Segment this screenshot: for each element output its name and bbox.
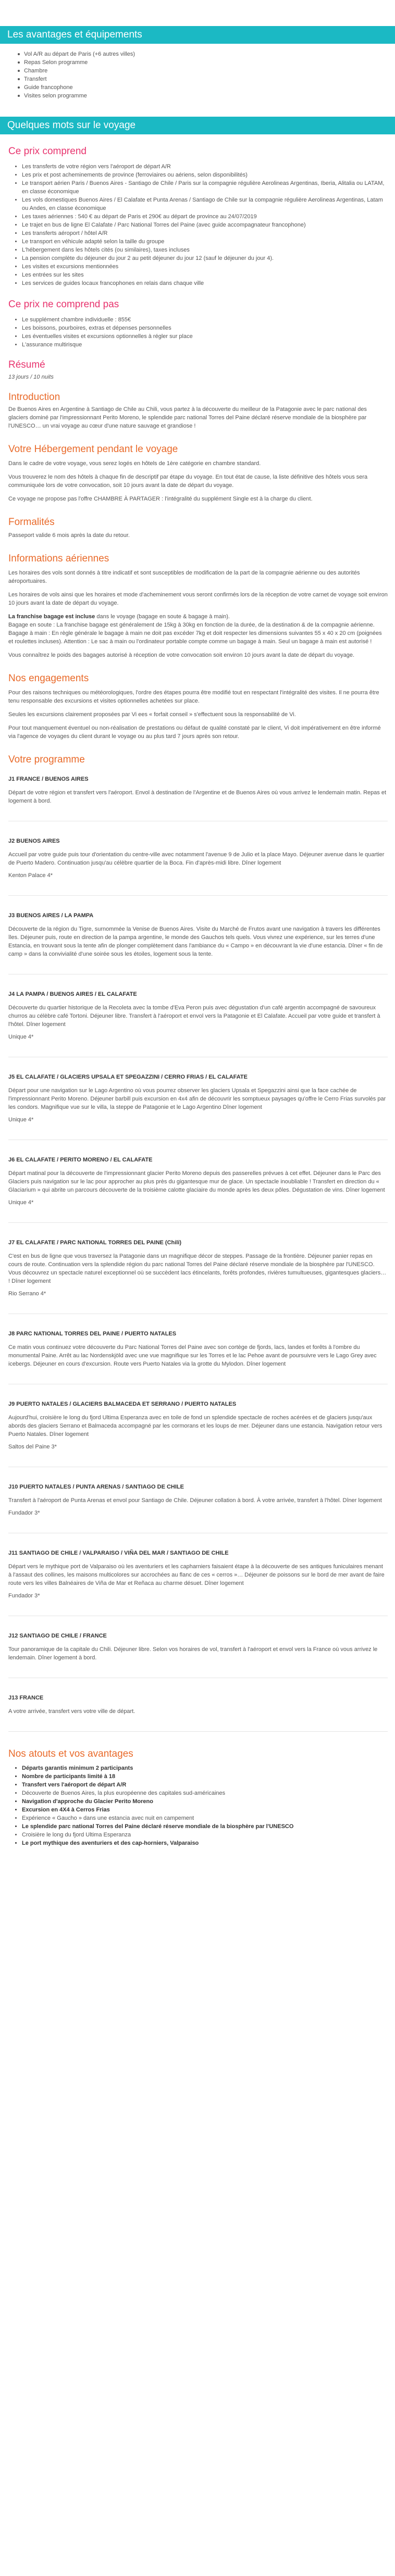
programme-days xyxy=(8,775,388,1732)
atout-item: • Le splendide parc national Torres del Paine déclaré réserve mondiale de la biosphère par l'UNESCO xyxy=(22,1822,388,1831)
prix-comprend-item: • Les entrées sur les sites xyxy=(22,271,388,279)
avantage-item: Guide francophone xyxy=(24,83,388,92)
day-title: J13 FRANCE xyxy=(8,1695,44,1701)
day-title: J2 BUENOS AIRES xyxy=(8,838,60,844)
formalites-title: Formalités xyxy=(8,517,55,528)
day-title: J12 SANTIAGO DE CHILE / FRANCE xyxy=(8,1633,107,1639)
day-description: A votre arrivée, transfert vers votre ville de départ. xyxy=(8,1708,135,1715)
day-title: J7 EL CALAFATE / PARC NATIONAL TORRES DEL PAINE (Chili) xyxy=(8,1240,182,1246)
introduction-title: Introduction xyxy=(8,392,60,403)
prix-comprend-item: • Les vols domestiques Buenos Aires / El Calafate et Punta Arenas / Santiago de Chile sur la compagnie régulière Aerolineas Argentinas, Latam ou Andes, en classe économique xyxy=(22,196,388,212)
programme-day xyxy=(8,1694,388,1732)
day-description: Accueil par votre guide puis tour d'orientation du centre-ville avec notamment l'avenue 9 de Julio et la place Mayo. Déjeuner avenue dans le quartier de Puerto Madero. Continuation jusqu'au célèbre quartier de la Boca. Fin d'après-midi libre. Dîner logement xyxy=(8,852,385,866)
day-description: Tour panoramique de la capitale du Chili. Déjeuner libre. Selon vos horaires de vol, transfert à l'aéroport et envol vers la France où vous arrivez le lendemain. Dîner logement à bord. xyxy=(8,1646,378,1661)
introduction-text: De Buenos Aires en Argentine à Santiago de Chile au Chili, vous partez à la découverte du meilleur de la Patagonie avec le parc national des glaciers dominé par l'impressionnant Perito Moreno, le splendide parc national Torres del Paine déclaré réserve mondiale de la biosphère par l'UNESCO… un vrai voyage au cœur d'une nature sauvage et grandiose ! xyxy=(8,406,367,429)
avantage-item: Visites selon programme xyxy=(24,92,388,100)
day-divider xyxy=(8,895,388,896)
day-divider xyxy=(8,1731,388,1732)
prix-comprend-item: • La pension complète du déjeuner du jour 2 au petit déjeuner du jour 12 (sauf le déjeuner du jour 4). xyxy=(22,254,388,262)
atout-item: • Croisière le long du fjord Ultima Esperanza xyxy=(22,1831,388,1839)
engagements-p1: Pour des raisons techniques ou météorologiques, l'ordre des étapes pourra être modifié tout en respectant l'intégralité des visites. Il ne pourra être tenu responsable des excursions et visites optionnelles achetées sur place. xyxy=(8,690,379,704)
avantage-item: Vol A/R au départ de Paris (+6 autres villes) xyxy=(24,50,388,58)
atout-item: • Navigation d'approche du Glacier Perito Moreno xyxy=(22,1797,388,1806)
programme-day xyxy=(8,1239,388,1314)
atout-item: • Excursion en 4X4 à Cerros Frias xyxy=(22,1806,388,1814)
info-aeriennes-p1: Les horaires des vols sont donnés à titre indicatif et sont susceptibles de modification de la part de la compagnie aérienne ou des autorités aéroportuaires. xyxy=(8,570,360,584)
atout-item: • Découverte de Buenos Aires, la plus européenne des capitales sud-américaines xyxy=(22,1789,388,1797)
info-aeriennes-p3 xyxy=(8,612,388,621)
prix-comprend-item: • Les taxes aériennes : 540 € au départ de Paris et 290€ au départ de province au 24/07/2019 xyxy=(22,212,388,221)
day-title: J4 LA PAMPA / BUENOS AIRES / EL CALAFATE xyxy=(8,991,137,997)
day-title: J1 FRANCE / BUENOS AIRES xyxy=(8,776,89,782)
quelques-header: Quelques mots sur le voyage xyxy=(0,117,395,134)
day-description: Départ de votre région et transfert vers l'aéroport. Envol à destination de l'Argentine et de Buenos Aires où vous arrivez le lendemain matin. Repas et logement à bord. xyxy=(8,790,387,804)
atout-item: • Nombre de participants limité à 18 xyxy=(22,1772,388,1781)
prix-non-item: • Les boissons, pourboires, extras et dépenses personnelles xyxy=(22,324,388,332)
programme-day xyxy=(8,911,388,974)
info-aeriennes-p2: Les horaires de vols ainsi que les horaires et mode d'acheminement vous seront confirmés lors de la réception de votre carnet de voyage soit environ 10 jours avant la date de départ du voyage. xyxy=(8,592,388,606)
day-title: J6 EL CALAFATE / PERITO MORENO / EL CALAFATE xyxy=(8,1157,153,1163)
prix-non-item: • Le supplément chambre individuelle : 855€ xyxy=(22,316,388,324)
prix-comprend-list xyxy=(8,162,388,287)
info-aeriennes-p5: Bagage à main : En règle générale le bagage à main ne doit pas excéder 7kg et doit respecter les dimensions suivantes 55 x 40 x 20 cm (poignées et roulettes incluses). Attention : Le sac à main ou l'ordinateur portable compte comme un bagage à main. Seul un bagage à main est autorisé ! xyxy=(8,630,382,645)
prix-comprend-title: Ce prix comprend xyxy=(8,146,87,157)
programme-day xyxy=(8,1156,388,1223)
day-title: J8 PARC NATIONAL TORRES DEL PAINE / PUERTO NATALES xyxy=(8,1331,177,1337)
day-description: Départ pour une navigation sur le Lago Argentino où vous pourrez observer les glaciers Upsala et Spegazzini ainsi que la face cachée de l'impressionnant Perito Moreno. Déjeuner barbill puis excursion en 4x4 afin de découvrir les somptueux paysages qu'offre le Cerro Frias survolés par les condors. Magnifique vue sur le villa, la steppe de Patagonie et le Lago Argentino Dîner logement xyxy=(8,1087,386,1110)
day-description: Aujourd'hui, croisière le long du fjord Ultima Esperanza avec en toile de fond un splendide spectacle de roches acérées et de glaciers jusqu'aux abords des glaciers Serrano et Balmaceda accompagné par les cormorans et les loups de mer. Déjeuner dans une estancia. Navigation retour vers Puerto Natales. Dîner logement xyxy=(8,1415,382,1437)
prix-comprend-item: • Les visites et excursions mentionnées xyxy=(22,262,388,271)
avantage-item: Chambre xyxy=(24,67,388,75)
prix-non-item: • L'assurance multirisque xyxy=(22,341,388,349)
programme-day xyxy=(8,1330,388,1384)
avantages-list xyxy=(8,50,388,100)
programme-day xyxy=(8,837,388,896)
programme-day xyxy=(8,990,388,1057)
atout-item: • Expérience « Gaucho » dans une estancia avec nuit en campement xyxy=(22,1814,388,1822)
day-hotel: Kenton Palace 4* xyxy=(8,872,53,879)
engagements-title: Nos engagements xyxy=(8,673,89,684)
day-divider xyxy=(8,1222,388,1223)
prix-comprend-item: • Les services de guides locaux francophones en relais dans chaque ville xyxy=(22,279,388,287)
day-hotel: Fundador 3* xyxy=(8,1510,40,1516)
day-hotel: Rio Serrano 4* xyxy=(8,1291,46,1297)
day-title: J3 BUENOS AIRES / LA PAMPA xyxy=(8,912,94,919)
day-description: Découverte de la région du Tigre, surnommée la Venise de Buenos Aires. Visite du Marché de Frutos avant une navigation à travers les différentes îles. Déjeuner puis, route en direction de la pampa argentine, le monde des Gauchos tels quels. Vous vivrez une expérience, sur les terres d'une Estancia, en trouvant sous la tente afin de plonger complètement dans l'ambiance du « Campo » en découvrant la vie d'une estancia. Dîner « fin de camp » dans la convivialité d'une soirée sous les étoiles, logement sous la tente. xyxy=(8,926,383,957)
prix-comprend-item: • L'hébergement dans les hôtels cités (ou similaires), taxes incluses xyxy=(22,246,388,254)
resume-title: Résumé xyxy=(8,359,45,370)
day-hotel: Fundador 3* xyxy=(8,1593,40,1599)
atout-item: • Départs garantis minimum 2 participants xyxy=(22,1764,388,1772)
day-description: Départ vers le mythique port de Valparaiso où les aventuriers et les capharniers faisaient étape à la découverte de ses antiques funiculaires menant à l'assaut des collines, les maisons multicolores sur accrochées au flanc de ces « cerros »… Déjeuner de poissons sur le bord de mer avant de faire route vers les villes Balnéaires de Viña de Mar et Reñaca au charme désuet. Dîner logement xyxy=(8,1564,385,1586)
programme-day xyxy=(8,1073,388,1140)
atouts-title: Nos atouts et vos avantages xyxy=(8,1748,133,1759)
engagements-p3: Pour tout manquement éventuel ou non-réalisation de prestations ou défaut de qualité constaté par le client, Vi doit impérativement en être informé via l'agence de voyages du client durant le voyage ou au plus tard 7 jours après son retour. xyxy=(8,725,381,740)
day-description: Départ matinal pour la découverte de l'impressionnant glacier Perito Moreno depuis des passerelles prévues à cet effet. Déjeuner dans le Parc des Glaciers puis navigation sur le lac pour approcher au plus près du gigantesque mur de glace. Un spectacle inoubliable ! Transfert en direction du « Glaciarium » qui abrite un parcours découverte de la troisième calotte glaciaire du monde après les deux pôles. Dégustation de vins. Dîner logement xyxy=(8,1170,385,1193)
programme-day xyxy=(8,1632,388,1678)
hebergement-p1: Dans le cadre de votre voyage, vous serez logés en hôtels de 1ère catégorie en chambre standard. xyxy=(8,460,261,467)
resume-text: 13 jours / 10 nuits xyxy=(8,374,54,380)
day-description: Découverte du quartier historique de la Recoleta avec la tombe d'Eva Peron puis avec dégustation d'un café argentin accompagné de savoureux churros au célèbre café Tortoni. Déjeuner libre. Transfert à l'aéroport et envol vers la Patagonie et El Calafate. Accueil par votre guide et transfert à l'hôtel. Dîner logement xyxy=(8,1005,380,1028)
programme-day xyxy=(8,1549,388,1616)
day-hotel: Saltos del Paine 3* xyxy=(8,1444,57,1450)
hebergement-p2: Vous trouverez le nom des hôtels à chaque fin de descriptif par étape du voyage. En tout état de cause, la liste définitive des hôtels vous sera communiquée lors de votre convocation, soit 10 jours avant la date de départ du voyage. xyxy=(8,474,368,489)
atout-item: • Transfert vers l'aéroport de départ A/R xyxy=(22,1781,388,1789)
day-hotel: Unique 4* xyxy=(8,1034,34,1040)
prix-comprend-item: • Le trajet en bus de ligne El Calafate / Parc National Torres del Paine (avec guide accompagnateur francophone) xyxy=(22,221,388,229)
engagements-p2: Seules les excursions clairement proposées par Vi ees « forfait conseil » s'effectuent sous la responsabilité de Vi. xyxy=(8,711,296,718)
prix-non-item: • Les éventuelles visites et excursions optionnelles à régler sur place xyxy=(22,332,388,341)
franchise-bagage-rest: dans le voyage (bagage en soute & bagage à main). xyxy=(96,614,230,620)
hebergement-title: Votre Hébergement pendant le voyage xyxy=(8,444,178,455)
programme-day xyxy=(8,1400,388,1467)
avantages-header: Les avantages et équipements xyxy=(0,26,395,44)
day-title: J5 EL CALAFATE / GLACIERS UPSALA ET SPEGAZZINI / CERRO FRIAS / EL CALAFATE xyxy=(8,1074,248,1080)
day-title: J11 SANTIAGO DE CHILE / VALPARAISO / VIÑA DEL MAR / SANTIAGO DE CHILE xyxy=(8,1550,229,1556)
atouts-list xyxy=(8,1764,388,1847)
day-hotel: Unique 4* xyxy=(8,1199,34,1206)
programme-day xyxy=(8,775,388,821)
prix-non-list xyxy=(8,316,388,349)
avantage-item: Repas Selon programme xyxy=(24,58,388,67)
info-aeriennes-title: Informations aériennes xyxy=(8,553,109,564)
formalites-text: Passeport valide 6 mois après la date du retour. xyxy=(8,532,130,539)
day-description: Ce matin vous continuez votre découverte du Parc National Torres del Paine avec son cortège de fjords, lacs, landes et forêts à l'ombre du monumental Paine. Arrêt au lac Nordenskjöld avec une vue magnifique sur les Torres et le lac Pehoe avant de poursuivre vers le Lago Grey avec icebergs. Déjeuner en cours d'excursion. Route vers Puerto Natales via la grotte du Mylodon. Dîner logement xyxy=(8,1344,377,1367)
prix-comprend-item: • Le transport en véhicule adapté selon la taille du groupe xyxy=(22,237,388,246)
day-hotel: Unique 4* xyxy=(8,1117,34,1123)
day-description: Transfert à l'aéroport de Punta Arenas et envol pour Santiago de Chile. Déjeuner collation à bord. À votre arrivée, transfert à l'hôtel. Dîner logement xyxy=(8,1497,382,1504)
prix-comprend-item: • Le transport aérien Paris / Buenos Aires - Santiago de Chile / Paris sur la compagnie régulière Aerolineas Argentinas, Iberia, Alitalia ou LATAM, en classe économique xyxy=(22,179,388,196)
programme-day xyxy=(8,1483,388,1533)
prix-comprend-item: • Les transferts aéroport / hôtel A/R xyxy=(22,229,388,237)
prix-comprend-item: • Les transferts de votre région vers l'aéroport de départ A/R xyxy=(22,162,388,171)
franchise-bagage-bold: La franchise bagage est incluse xyxy=(8,614,95,620)
programme-title: Votre programme xyxy=(8,754,85,765)
info-aeriennes-p4: Bagage en soute : La franchise bagage est généralement de 15kg à 30kg en fonction de la durée, de la destination & de la compagnie aérienne. xyxy=(8,622,375,628)
day-description: C'est en bus de ligne que vous traversez la Patagonie dans un magnifique décor de steppes. Passage de la frontière. Déjeuner panier repas en cours de route. Continuation vers la splendide région du parc national Torres del Paine déclaré réserve mondiale de la biosphère par l'UNESCO. Vous découvrez un spectacle naturel exceptionnel où se succèdent lacs étincelants, forêts profondes, rivières tumultueuses, gigantesques glaciers… ! Dîner logement xyxy=(8,1253,387,1284)
hebergement-p3: Ce voyage ne propose pas l'offre CHAMBRE À PARTAGER : l'intégralité du supplément Single est à la charge du client. xyxy=(8,496,313,502)
prix-comprend-item: • Les prix et post acheminements de province (ferroviaires ou aériens, selon disponibilités) xyxy=(22,171,388,179)
info-aeriennes-p6: Vous connaîtrez le poids des bagages autorisé à réception de votre convocation soit environ 10 jours avant la date de départ du voyage. xyxy=(8,652,355,658)
atout-item: • Le port mythique des aventuriers et des cap-horniers, Valparaiso xyxy=(22,1839,388,1847)
day-title: J10 PUERTO NATALES / PUNTA ARENAS / SANTIAGO DE CHILE xyxy=(8,1484,184,1490)
prix-non-title: Ce prix ne comprend pas xyxy=(8,299,119,310)
avantage-item: Transfert xyxy=(24,75,388,83)
day-title: J9 PUERTO NATALES / GLACIERS BALMACEDA ET SERRANO / PUERTO NATALES xyxy=(8,1401,237,1407)
